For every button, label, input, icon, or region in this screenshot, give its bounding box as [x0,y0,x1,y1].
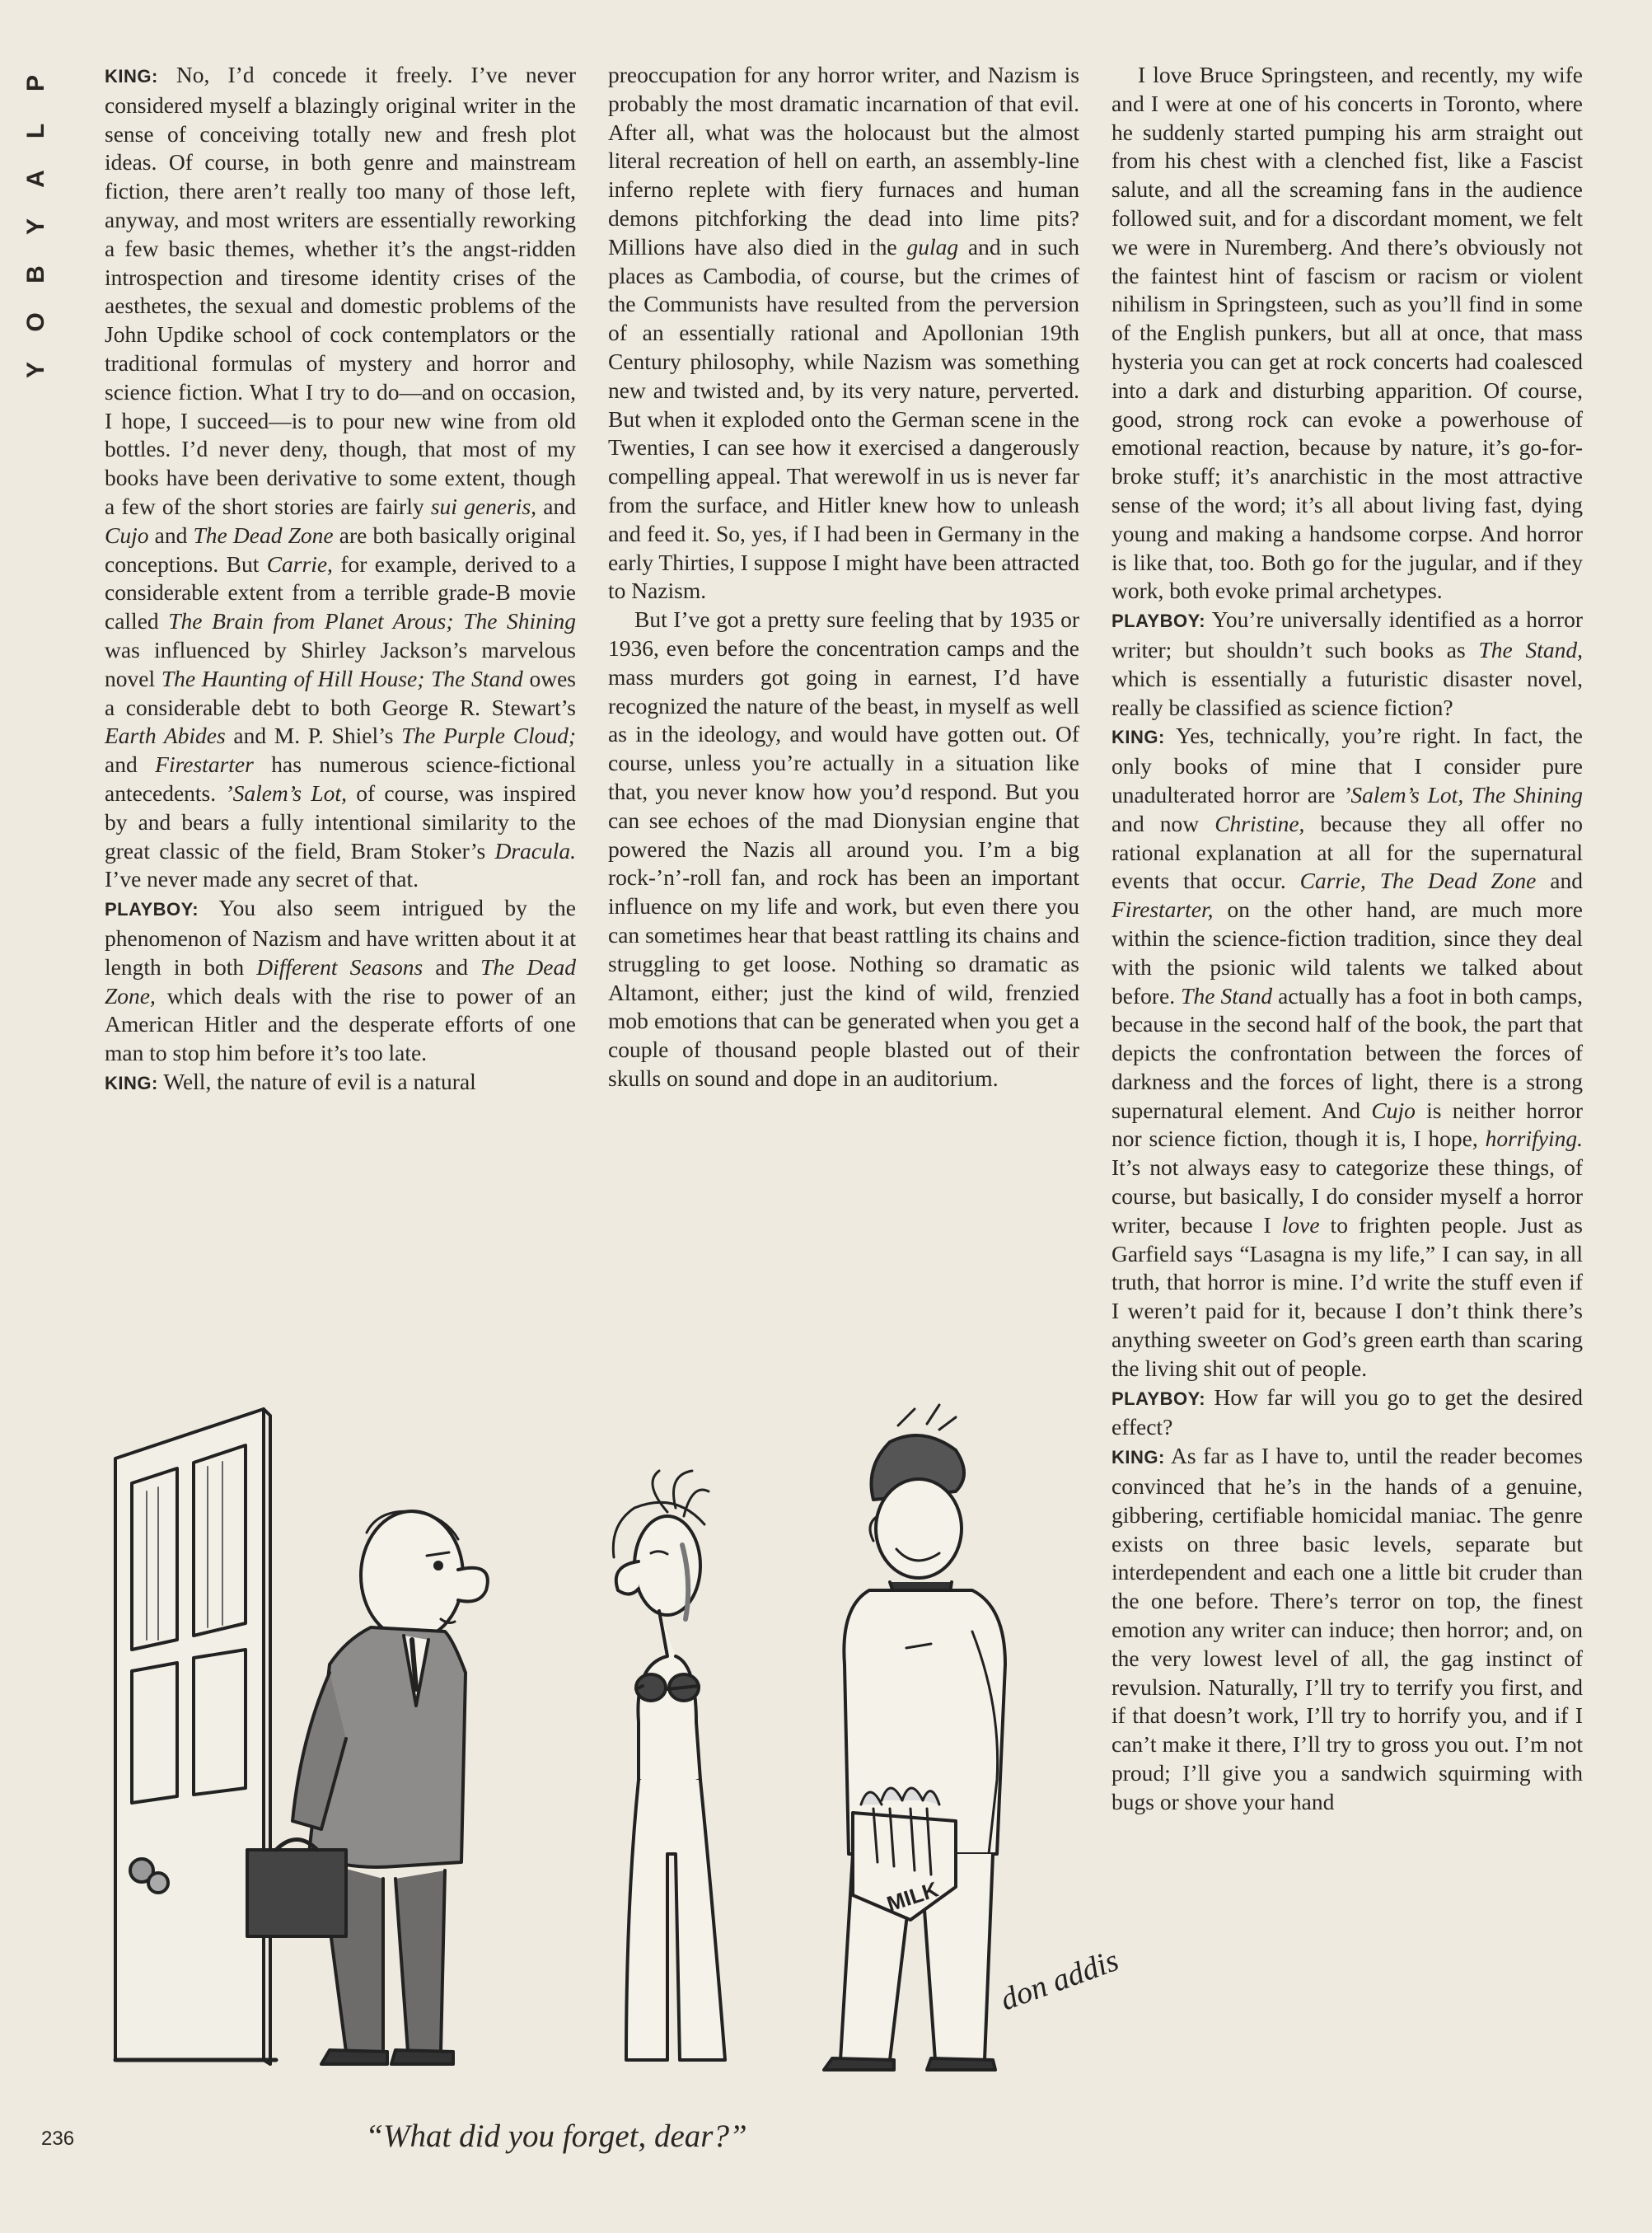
sidebar-letter: L [22,123,49,139]
paragraph: KING: As far as I have to, until the reader becomes convinced that he’s in the hands of a genuine, gibbering, certifiable homicidal maniac. The genre exists on three basic levels, separate but interdependent and each one a little bit cruder than the one before. There’s terror on top, the finest emotion any writer can induce; then horror; and, on the very lowest level of all, the gag instinct of revulsion. Naturally, I’ll try to terrify you first, and if that doesn’t work, I’ll try to horrify you, and if I can’t make it there, I’ll try to gross you out. I’m not proud; I’ll give you a sandwich squirming with bugs or shove your hand [1111,1443,1583,1814]
magazine-sidebar [22,59,66,394]
paragraph: KING: Well, the nature of evil is a natural [105,1068,476,1094]
milkman-figure-drawing [824,1405,1005,2070]
text-column-2 [608,61,1079,1093]
paragraph: I love Bruce Springsteen, and recently, my wife and I were at one of his concerts in Toronto, where he suddenly started pumping his arm straight out from his chest with a clenched fist, like a Fascist salute, and all the screaming fans in the audience followed suit, and for a discordant moment, we felt we were in Nuremberg. And there’s obviously not the faintest hint of fascism or racism or violent nihilism in Springsteen, such as you’ll find in some of the English punkers, but all at once, that mass hysteria you can get at rock concerts had coalesced into a dark and disturbing apparition. Of course, good, strong rock can evoke a powerhouse of emotional reaction, because by nature, it’s go-for-broke stuff; it’s anarchistic in the most attractive sense of the word; it’s all about living fast, dying young and making a handsome corpse. And horror is like that, too. Both go for the jugular, and if they work, both evoke primal archetypes. [1111,62,1583,604]
speaker-label: KING: [1111,727,1165,748]
paragraph: PLAYBOY: How far will you go to get the desired effect? [1111,1383,1583,1440]
paragraph: PLAYBOY: You’re universally identified as a horror writer; but shouldn’t such books as The Stand, which is essentially a futuristic disaster novel, really be classified as science fiction? [1111,606,1584,720]
sidebar-letter: A [22,170,49,188]
speaker-label: PLAYBOY: [105,899,199,920]
speaker-label: KING: [105,1072,158,1093]
paragraph: But I’ve got a pretty sure feeling that by 1935 or 1936, even before the concentration camps and the mass murders got going in earnest, I’d have recognized the nature of the beast, in myself as well as in the ideology, and would have gotten out. Of course, unless you’re actually in a situation like that, you never know how you’d respond. But you can see echoes of the mad Dionysian engine that powered the Nazis all around you. I’m a big rock-’n’-roll fan, and rock has been an important influence on my life and work, but even there you can sometimes hear that beast rattling its chains and struggling to get loose. Nothing so dramatic as Altamont, either; just the kind of wild, frenzied mob emotions that can be generated when you get a couple of thousand people blasted out of their skulls on sound and dope in an auditorium. [608,606,1079,1091]
paragraph: preoccupation for any horror writer, and Nazism is probably the most dramatic incarnation of that evil. After all, what was the holocaust but the almost literal recreation of hell on earth, an assembly-line inferno replete with fiery furnaces and human demons pitchforking the dead into lime pits? Millions have also died in the gulag and in such places as Cambodia, of course, but the crimes of the Communists have resulted from the perversion of an essentially rational and Apollonian 19th Century philosophy, while Nazism was something new and twisted and, by its very nature, perverted. But when it exploded onto the German scene in the Twenties, I can see how it exercised a dangerously compelling appeal. That werewolf in us is never far from the surface, and Hitler knew how to unleash and feed it. So, yes, if I had been in Germany in the early Thirties, I suppose I might have been attracted to Nazism. [608,62,1079,604]
man-figure-drawing [247,1511,488,2064]
sidebar-letter: Y [22,218,49,236]
paragraph: KING: Yes, technically, you’re right. In fact, the only books of mine that I consider pure unadulterated horror are ’Salem’s Lot, The Shining and now Christine, because they all offer no rational explanation at all for the supernatural events that occur. Carrie, The Dead Zone and Firestarter, on the other hand, are much more within the science-fiction tradition, since they deal with the psionic wild talents we talked about before. The Stand actually has a foot in both camps, because in the second half of the book, the part that depicts the confrontation between the forces of darkness and the forces of light, there is a strong supernatural element. And Cujo is neither horror nor science fiction, though it is, I hope, horrifying. It’s not always easy to categorize these things, of course, but basically, I do consider myself a horror writer, because I love to frighten people. Just as Garfield says “Lasagna is my life,” I can say, in all truth, that horror is mine. I’d write the stuff even if I weren’t paid for it, because I don’t think there’s anything sweeter on God’s green earth than scaring the living shit out of people. [1111,723,1584,1381]
paragraph: PLAYBOY: You also seem intrigued by the phenomenon of Nazism and have written about it at length in both Different Seasons and The Dead Zone, which deals with the rise to power of an American Hitler and the desperate efforts of one man to stop him before it’s too late. [105,895,576,1066]
sidebar-letter: P [22,75,49,92]
paragraph: KING: No, I’d concede it freely. I’ve never considered myself a blazingly original writer in the sense of conceiving totally new and fresh plot ideas. Of course, in both genre and mainstream fiction, there aren’t really too many of those left, anyway, and most writers are essentially reworking a few basic themes, whether it’s the angst-ridden introspection and tiresome identity crises of the aesthetes, the sexual and domestic problems of the John Updike school of cock contemplators or the traditional formulas of mystery and horror and science fiction. What I try to do—and on occasion, I hope, I succeed—is to pour new wine from old bottles. I’d never deny, though, that most of my books have been derivative to some extent, though a few of the short stories are fairly sui generis, and Cujo and The Dead Zone are both basically original conceptions. But Carrie, for example, derived to a considerable extent from a terrible grade-B movie called The Brain from Planet Arous; The Shining was influenced by Shirley Jackson’s marvelous novel The Haunting of Hill House; The Stand owes a considerable debt to both George R. Stewart’s Earth Abides and M. P. Shiel’s The Purple Cloud; and Firestarter has numerous science-fictional antecedents. ’Salem’s Lot, of course, was inspired by and bears a fully intentional similarity to the great classic of the field, Bram Stoker’s Dracula. I’ve never made any secret of that. [105,62,577,892]
sidebar-letter: O [22,312,49,332]
cartoon-caption: “What did you forget, dear?” [365,2118,747,2154]
page-number: 236 [41,2128,75,2150]
sidebar-letter: Y [22,362,49,379]
cartoon-illustration [99,1393,1123,2068]
text-column-3 [1111,61,1583,1817]
milk-carton-label: MILK [883,1876,942,1917]
text-column-1 [105,61,576,1098]
speaker-label: KING: [105,66,158,87]
cartoonist-signature: don addis [995,1943,1123,2018]
sidebar-letter: B [22,265,49,283]
speaker-label: PLAYBOY: [1111,611,1206,632]
woman-figure-drawing [613,1471,725,2060]
speaker-label: KING: [1111,1447,1165,1468]
speaker-label: PLAYBOY: [1111,1388,1206,1409]
door-drawing [115,1409,276,2064]
